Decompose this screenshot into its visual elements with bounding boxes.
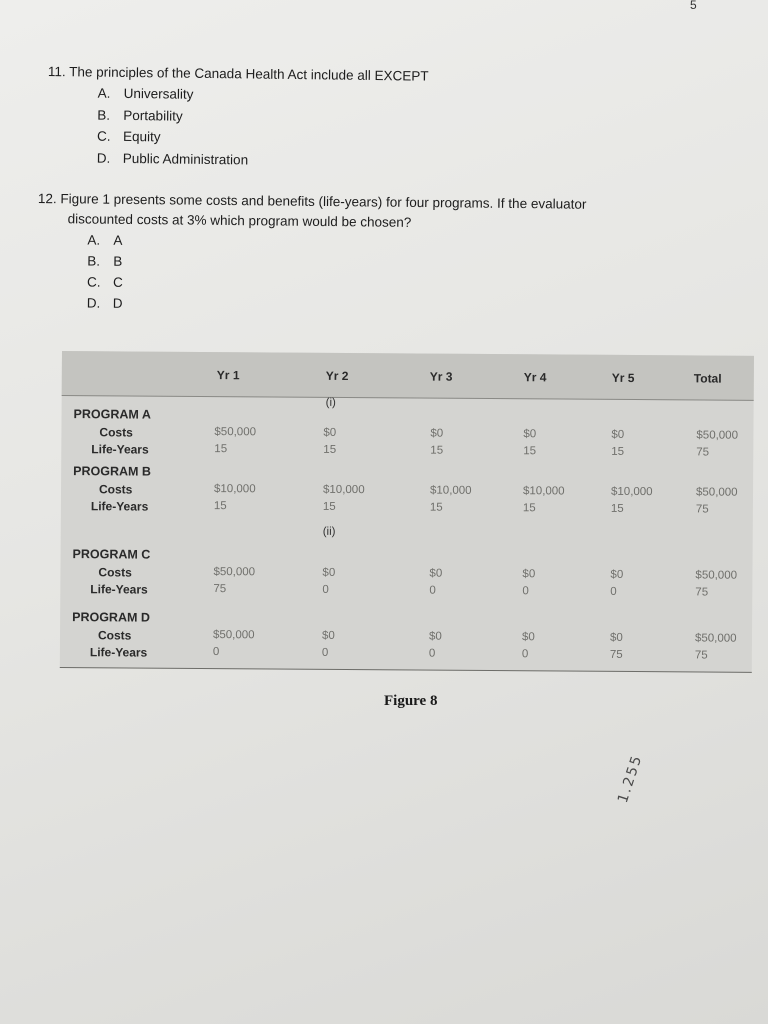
question-12-options [37, 229, 586, 319]
question-11 [47, 62, 429, 173]
row-label-life-years: Life-Years [89, 645, 148, 660]
column-header-total: Total [693, 371, 722, 386]
table-cell: $50,000 [694, 632, 737, 645]
table-cell: $10,000 [322, 483, 365, 497]
table-cell: 15 [522, 502, 536, 515]
row-label-life-years: Life-Years [90, 582, 148, 597]
question-11-number: 11. [47, 63, 66, 80]
option-d[interactable] [97, 147, 428, 173]
marker-ii: (ii) [322, 525, 336, 538]
handwritten-note: 1.255 [615, 752, 646, 805]
table-cell: 75 [213, 583, 227, 596]
option-letter: B. [97, 107, 111, 123]
column-header-yr-2: Yr 2 [325, 368, 349, 384]
page-number: 5 [690, 0, 697, 12]
table-cell: $0 [430, 427, 444, 440]
row-label-costs: Costs [98, 565, 132, 580]
option-letter: D. [96, 150, 111, 166]
table-cell: 0 [521, 648, 529, 661]
table-cell: 15 [430, 444, 444, 457]
table-cell: 0 [212, 646, 220, 659]
table-cell: 75 [696, 446, 710, 459]
table-cell: $0 [522, 568, 536, 581]
marker-i: (i) [325, 396, 336, 409]
question-11-options [47, 82, 429, 173]
table-cell: 75 [694, 649, 708, 662]
table-cell: $0 [610, 568, 624, 581]
table-cell: 15 [429, 501, 443, 514]
option-d[interactable] [87, 293, 586, 319]
column-header-yr-5: Yr 5 [611, 370, 635, 385]
row-label-costs: Costs [97, 628, 132, 643]
row-label-life-years: Life-Years [90, 499, 149, 514]
table-cell: 0 [610, 585, 617, 598]
option-letter: A. [97, 85, 111, 101]
table-cell: 0 [322, 583, 329, 596]
option-text: A [113, 232, 123, 248]
program-title: PROGRAM B [73, 464, 151, 479]
table-cell: 15 [322, 500, 336, 513]
question-12 [37, 189, 587, 319]
question-12-text-line2: discounted costs at 3% which program would be chosen? [67, 211, 412, 230]
option-text: Equity [123, 128, 161, 145]
question-12-text-line1: Figure 1 presents some costs and benefits (life-years) for four programs. If the evaluator [60, 191, 587, 212]
option-text: C [112, 274, 123, 290]
table-bottom-rule [60, 666, 752, 672]
table-cell: 0 [522, 585, 529, 598]
row-label-costs: Costs [99, 425, 133, 440]
table-cell: 15 [214, 443, 228, 456]
table-cell: $0 [611, 428, 625, 441]
question-12-number: 12. [37, 190, 57, 207]
option-letter: A. [87, 232, 101, 248]
cost-benefit-table [60, 351, 754, 673]
table-cell: $50,000 [213, 566, 256, 579]
table-cell: $10,000 [610, 485, 653, 499]
table-cell: 75 [609, 648, 623, 661]
row-label-costs: Costs [98, 482, 133, 497]
table-cell: 15 [323, 443, 337, 456]
table-cell: $0 [322, 566, 336, 579]
figure-caption: Figure 8 [384, 693, 438, 709]
table-cell: 75 [695, 586, 709, 599]
table-cell: 15 [213, 500, 227, 513]
option-letter: B. [87, 253, 101, 269]
option-letter: D. [86, 295, 101, 311]
table-header [62, 351, 754, 401]
row-label-life-years: Life-Years [91, 442, 149, 457]
table-cell: 75 [695, 503, 709, 516]
column-header-yr-3: Yr 3 [429, 369, 453, 384]
table-cell: $0 [521, 631, 535, 644]
table-cell: $50,000 [214, 426, 257, 439]
program-title: PROGRAM D [72, 610, 150, 625]
table-cell: $50,000 [696, 429, 739, 442]
table-cell: $0 [323, 426, 337, 439]
table-cell: $0 [321, 629, 335, 642]
program-title: PROGRAM A [73, 407, 151, 422]
table-cell: 0 [321, 646, 329, 659]
table-cell: 0 [428, 647, 436, 660]
table-cell: $0 [523, 428, 537, 441]
column-header-yr-4: Yr 4 [523, 370, 547, 385]
option-text: D [112, 295, 123, 311]
table-cell: 0 [429, 584, 436, 597]
option-text: Universality [123, 85, 194, 102]
table-cell: 15 [611, 445, 625, 458]
table-cell: 15 [610, 502, 624, 515]
table-cell: $50,000 [695, 569, 738, 582]
table-cell: $10,000 [522, 485, 565, 498]
option-text: B [113, 253, 123, 269]
option-text: Public Administration [122, 150, 249, 167]
table-cell: $10,000 [429, 484, 472, 497]
table-cell: $0 [428, 630, 442, 643]
table-cell: $50,000 [695, 486, 738, 499]
option-letter: C. [86, 274, 101, 290]
column-header-yr-1: Yr 1 [216, 368, 240, 383]
table-cell: $0 [429, 567, 443, 580]
table-cell: 15 [523, 445, 537, 458]
table-cell: $10,000 [213, 483, 256, 496]
option-text: Portability [123, 107, 183, 124]
question-11-text: The principles of the Canada Health Act include all EXCEPT [69, 64, 429, 84]
table-cell: $0 [609, 631, 623, 644]
program-title: PROGRAM C [72, 547, 151, 562]
option-letter: C. [97, 128, 111, 144]
table-cell: $50,000 [212, 629, 255, 642]
